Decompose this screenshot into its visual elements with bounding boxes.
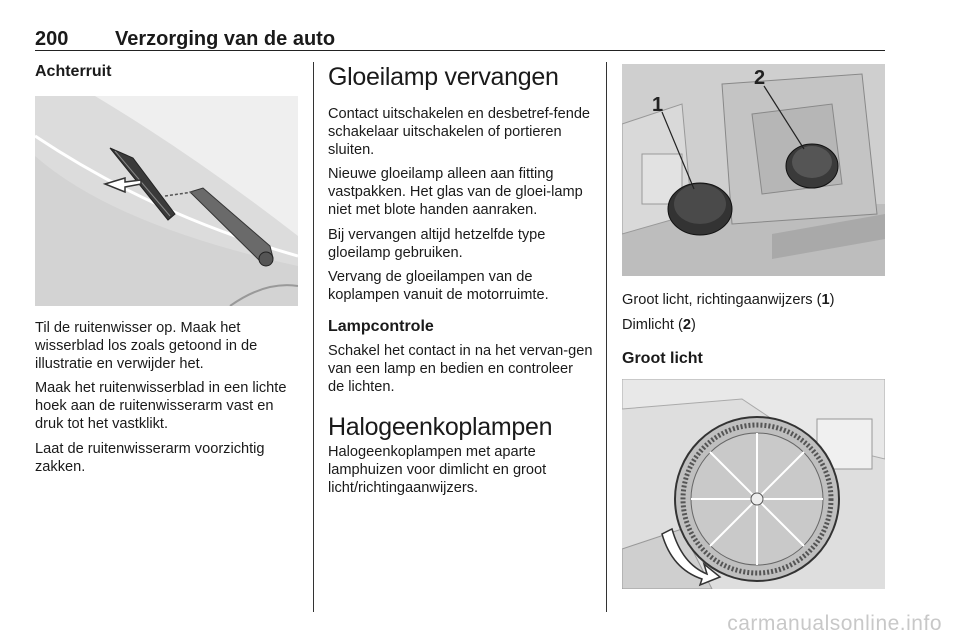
section-heading-groot-licht: Groot licht	[622, 349, 703, 367]
figure-caption-2: Dimlicht (2)	[622, 316, 696, 333]
paragraph: Halogeenkoplampen met aparte lamphuizen voor dimlicht en groot licht/richtingaanwijzers.	[328, 444, 547, 496]
watermark: carmanualsonline.info	[727, 612, 942, 635]
headlamp-overview-illustration	[622, 64, 885, 276]
column-headlamps	[622, 62, 887, 589]
figure-caption-1: Groot licht, richtingaanwijzers (1)	[622, 292, 835, 308]
high-beam-cap-illustration	[622, 379, 885, 589]
section-title-halogeen: Halogeenkoplampen	[328, 413, 553, 442]
column-divider-1	[313, 62, 314, 612]
paragraph: Schakel het contact in na het vervan-gen van een lamp en bedien en controleer de lichten.	[328, 342, 593, 395]
paragraph: Maak het ruitenwisserblad in een lichte hoek aan de ruitenwisserarm vast en druk tot het vastklikt.	[35, 380, 287, 432]
section-heading-achterruit: Achterruit	[35, 63, 112, 80]
paragraph: Vervang de gloeilampen van de koplampen vanuit de motorruimte.	[328, 269, 549, 304]
rear-wiper-illustration	[35, 96, 298, 306]
header-rule	[35, 50, 885, 51]
paragraph: Til de ruitenwisser op. Maak het wisserblad los zoals getoond in de illustratie en verwijder het.	[35, 320, 258, 372]
callout-2: 2	[754, 67, 766, 89]
callout-1: 1	[652, 94, 664, 116]
paragraph: Laat de ruitenwisserarm voorzichtig zakken.	[35, 440, 265, 475]
paragraph: Contact uitschakelen en desbetref-fende schakelaar uitschakelen of portieren sluiten.	[328, 106, 591, 158]
section-title-gloeilamp: Gloeilamp vervangen	[328, 63, 559, 91]
chapter-title: Verzorging van de auto	[115, 28, 336, 50]
section-heading-lampcontrole: Lampcontrole	[328, 317, 434, 335]
paragraph: Nieuwe gloeilamp alleen aan fitting vastpakken. Het glas van de gloei-lamp niet met blote handen aanraken.	[328, 166, 583, 218]
paragraph: Bij vervangen altijd hetzelfde type gloeilamp gebruiken.	[328, 226, 546, 261]
page-number: 200	[35, 28, 69, 50]
column-divider-2	[606, 62, 607, 612]
column-bulb-replacement	[328, 62, 593, 505]
column-rear-window	[35, 62, 300, 483]
